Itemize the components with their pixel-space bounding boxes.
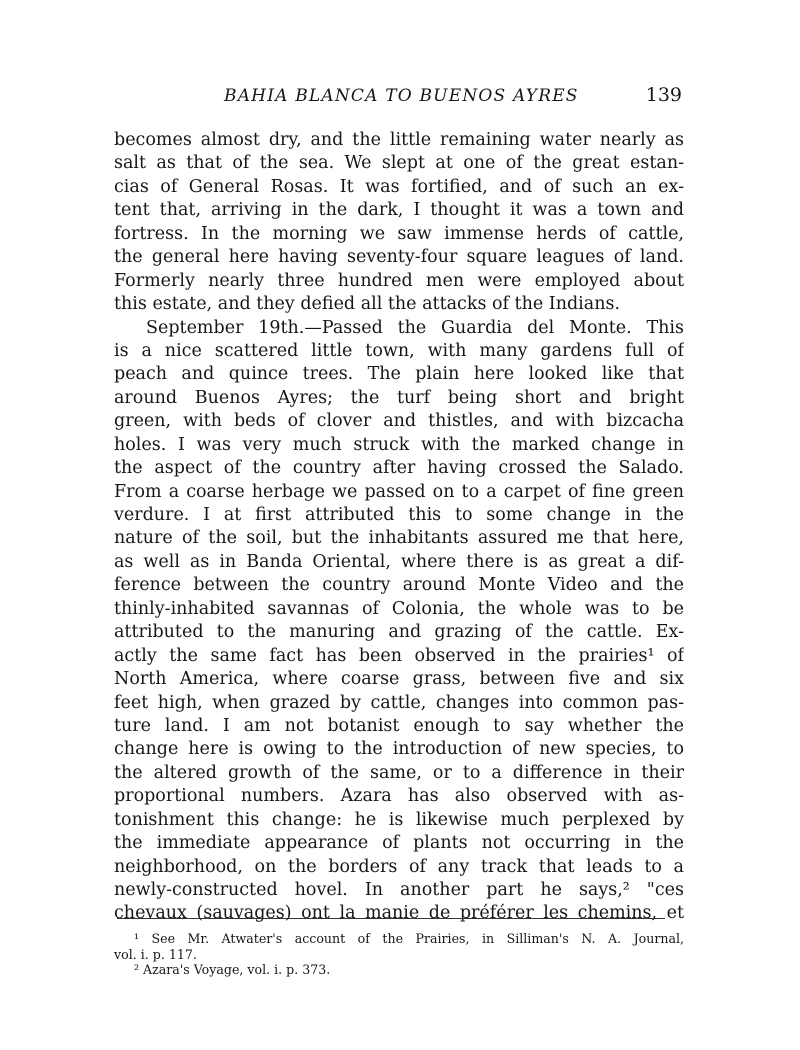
- text-line: the general here having seventy-four square leagues of land.: [114, 247, 684, 268]
- text-line: is a nice scattered little town, with many gardens full of: [114, 340, 684, 361]
- text-line: tonishment this change: he is likewise much perplexed by: [114, 809, 684, 830]
- text-line: nature of the soil, but the inhabitants assured me that here,: [114, 528, 684, 549]
- text-line: cias of General Rosas. It was fortified, and of such an ex-: [114, 176, 684, 197]
- text-line: change here is owing to the introduction of new species, to: [114, 739, 684, 760]
- footnote-1: ¹ See Mr. Atwater's account of the Prairies, in Silliman's N. A. Journal,: [134, 931, 684, 946]
- text-line: newly-constructed hovel. In another part he says,² "ces: [114, 880, 684, 900]
- text-line: around Buenos Ayres; the turf being short and bright: [114, 387, 684, 408]
- text-line: ture land. I am not botanist enough to say whether the: [114, 715, 684, 736]
- text-line: holes. I was very much struck with the marked change in: [114, 434, 684, 455]
- text-line: thinly-inhabited savannas of Colonia, the whole was to be: [114, 598, 684, 619]
- text-line: neighborhood, on the borders of any track that leads to a: [114, 856, 684, 877]
- text-line: proportional numbers. Azara has also observed with as-: [114, 786, 684, 807]
- footnote-divider: [117, 918, 665, 919]
- text-line: tent that, arriving in the dark, I thought it was a town and: [114, 200, 684, 221]
- text-line: salt as that of the sea. We slept at one of the great estan-: [114, 153, 684, 174]
- text-line: as well as in Banda Oriental, where there is as great a dif-: [114, 551, 684, 572]
- text-line: the aspect of the country after having crossed the Salado.: [114, 458, 684, 479]
- text-line: Formerly nearly three hundred men were employed about: [114, 270, 684, 291]
- text-line: verdure. I at first attributed this to some change in the: [114, 505, 684, 525]
- text-line: the immediate appearance of plants not occurring in the: [114, 833, 684, 854]
- page-number: 139: [645, 84, 682, 106]
- text-line: fortress. In the morning we saw immense herds of cattle,: [114, 223, 684, 244]
- running-head: [112, 84, 682, 114]
- text-line: chevaux (sauvages) ont la manie de préférer les chemins, et: [114, 903, 684, 924]
- text-line: this estate, and they defied all the attacks of the Indians.: [114, 294, 621, 315]
- text-line: ference between the country around Monte Video and the: [114, 575, 684, 596]
- running-title: BAHIA BLANCA TO BUENOS AYRES: [224, 86, 579, 106]
- text-line: North America, where coarse grass, between five and six: [114, 669, 684, 690]
- paragraph-start-line: September 19th.—Passed the Guardia del Monte. This: [146, 317, 684, 338]
- text-line: actly the same fact has been observed in the prairies¹ of: [114, 645, 684, 666]
- text-line: feet high, when grazed by cattle, changes into common pas-: [114, 692, 684, 713]
- text-line: attributed to the manuring and grazing of the cattle. Ex-: [114, 622, 684, 643]
- footnotes: [114, 931, 684, 978]
- text-line: From a coarse herbage we passed on to a carpet of fine green: [114, 481, 684, 502]
- text-line: peach and quince trees. The plain here looked like that: [114, 364, 684, 385]
- footnote-1-continued: vol. i. p. 117.: [114, 946, 197, 962]
- text-line: the altered growth of the same, or to a difference in their: [114, 762, 684, 783]
- footnote-2: ² Azara's Voyage, vol. i. p. 373.: [134, 962, 331, 977]
- text-line: becomes almost dry, and the little remaining water nearly as: [114, 130, 684, 150]
- body-text: [114, 129, 684, 926]
- text-line: green, with beds of clover and thistles, and with bizcacha: [114, 411, 684, 432]
